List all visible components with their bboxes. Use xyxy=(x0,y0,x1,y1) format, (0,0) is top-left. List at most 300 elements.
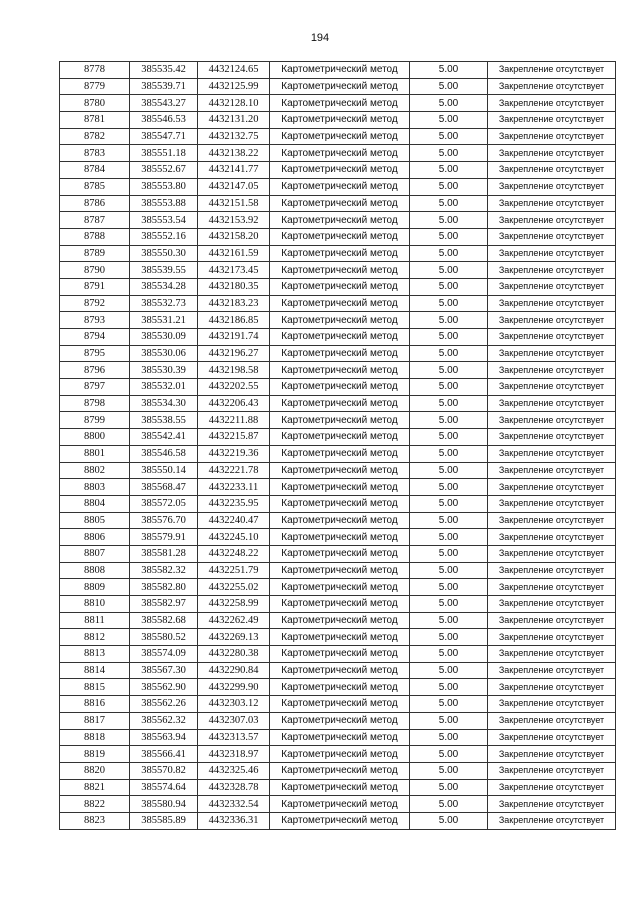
accuracy-cell: 5.00 xyxy=(410,212,488,229)
table-row xyxy=(60,212,616,229)
y-coordinate-cell: 4432318.97 xyxy=(198,746,270,763)
method-cell: Картометрический метод xyxy=(270,362,410,379)
y-coordinate-cell: 4432299.90 xyxy=(198,679,270,696)
fixing-cell: Закрепление отсутствует xyxy=(488,345,616,362)
method-cell: Картометрический метод xyxy=(270,562,410,579)
point-number-cell: 8804 xyxy=(60,495,130,512)
fixing-cell: Закрепление отсутствует xyxy=(488,95,616,112)
point-number-cell: 8821 xyxy=(60,779,130,796)
point-number-cell: 8785 xyxy=(60,178,130,195)
fixing-cell: Закрепление отсутствует xyxy=(488,312,616,329)
table-row xyxy=(60,329,616,346)
y-coordinate-cell: 4432290.84 xyxy=(198,662,270,679)
table-row xyxy=(60,195,616,212)
y-coordinate-cell: 4432235.95 xyxy=(198,495,270,512)
accuracy-cell: 5.00 xyxy=(410,729,488,746)
accuracy-cell: 5.00 xyxy=(410,629,488,646)
fixing-cell: Закрепление отсутствует xyxy=(488,579,616,596)
y-coordinate-cell: 4432255.02 xyxy=(198,579,270,596)
y-coordinate-cell: 4432269.13 xyxy=(198,629,270,646)
x-coordinate-cell: 385566.41 xyxy=(130,746,198,763)
fixing-cell: Закрепление отсутствует xyxy=(488,495,616,512)
method-cell: Картометрический метод xyxy=(270,412,410,429)
accuracy-cell: 5.00 xyxy=(410,562,488,579)
x-coordinate-cell: 385552.67 xyxy=(130,162,198,179)
table-row xyxy=(60,796,616,813)
method-cell: Картометрический метод xyxy=(270,262,410,279)
method-cell: Картометрический метод xyxy=(270,579,410,596)
fixing-cell: Закрепление отсутствует xyxy=(488,746,616,763)
fixing-cell: Закрепление отсутствует xyxy=(488,412,616,429)
point-number-cell: 8810 xyxy=(60,596,130,613)
method-cell: Картометрический метод xyxy=(270,529,410,546)
table-row xyxy=(60,479,616,496)
point-number-cell: 8798 xyxy=(60,395,130,412)
point-number-cell: 8784 xyxy=(60,162,130,179)
x-coordinate-cell: 385582.68 xyxy=(130,612,198,629)
method-cell: Картометрический метод xyxy=(270,228,410,245)
point-number-cell: 8789 xyxy=(60,245,130,262)
y-coordinate-cell: 4432124.65 xyxy=(198,62,270,79)
point-number-cell: 8796 xyxy=(60,362,130,379)
x-coordinate-cell: 385553.80 xyxy=(130,178,198,195)
accuracy-cell: 5.00 xyxy=(410,62,488,79)
accuracy-cell: 5.00 xyxy=(410,395,488,412)
table-row xyxy=(60,395,616,412)
y-coordinate-cell: 4432196.27 xyxy=(198,345,270,362)
table-row xyxy=(60,362,616,379)
x-coordinate-cell: 385568.47 xyxy=(130,479,198,496)
fixing-cell: Закрепление отсутствует xyxy=(488,278,616,295)
point-number-cell: 8818 xyxy=(60,729,130,746)
table-row xyxy=(60,345,616,362)
method-cell: Картометрический метод xyxy=(270,95,410,112)
point-number-cell: 8779 xyxy=(60,78,130,95)
y-coordinate-cell: 4432336.31 xyxy=(198,812,270,829)
y-coordinate-cell: 4432332.54 xyxy=(198,796,270,813)
point-number-cell: 8808 xyxy=(60,562,130,579)
y-coordinate-cell: 4432138.22 xyxy=(198,145,270,162)
accuracy-cell: 5.00 xyxy=(410,412,488,429)
point-number-cell: 8788 xyxy=(60,228,130,245)
point-number-cell: 8791 xyxy=(60,278,130,295)
table-row xyxy=(60,512,616,529)
method-cell: Картометрический метод xyxy=(270,629,410,646)
fixing-cell: Закрепление отсутствует xyxy=(488,662,616,679)
fixing-cell: Закрепление отсутствует xyxy=(488,395,616,412)
fixing-cell: Закрепление отсутствует xyxy=(488,329,616,346)
method-cell: Картометрический метод xyxy=(270,112,410,129)
point-number-cell: 8820 xyxy=(60,762,130,779)
y-coordinate-cell: 4432313.57 xyxy=(198,729,270,746)
table-row xyxy=(60,245,616,262)
y-coordinate-cell: 4432221.78 xyxy=(198,462,270,479)
method-cell: Картометрический метод xyxy=(270,212,410,229)
table-row xyxy=(60,295,616,312)
table-row xyxy=(60,579,616,596)
accuracy-cell: 5.00 xyxy=(410,228,488,245)
accuracy-cell: 5.00 xyxy=(410,529,488,546)
point-number-cell: 8800 xyxy=(60,429,130,446)
y-coordinate-cell: 4432262.49 xyxy=(198,612,270,629)
accuracy-cell: 5.00 xyxy=(410,295,488,312)
point-number-cell: 8817 xyxy=(60,712,130,729)
accuracy-cell: 5.00 xyxy=(410,596,488,613)
y-coordinate-cell: 4432180.35 xyxy=(198,278,270,295)
fixing-cell: Закрепление отсутствует xyxy=(488,796,616,813)
point-number-cell: 8797 xyxy=(60,379,130,396)
method-cell: Картометрический метод xyxy=(270,195,410,212)
y-coordinate-cell: 4432151.58 xyxy=(198,195,270,212)
x-coordinate-cell: 385534.28 xyxy=(130,278,198,295)
page-number: 194 xyxy=(310,32,330,44)
y-coordinate-cell: 4432158.20 xyxy=(198,228,270,245)
fixing-cell: Закрепление отсутствует xyxy=(488,245,616,262)
accuracy-cell: 5.00 xyxy=(410,579,488,596)
y-coordinate-cell: 4432219.36 xyxy=(198,445,270,462)
y-coordinate-cell: 4432325.46 xyxy=(198,762,270,779)
fixing-cell: Закрепление отсутствует xyxy=(488,178,616,195)
accuracy-cell: 5.00 xyxy=(410,178,488,195)
accuracy-cell: 5.00 xyxy=(410,679,488,696)
method-cell: Картометрический метод xyxy=(270,245,410,262)
y-coordinate-cell: 4432198.58 xyxy=(198,362,270,379)
x-coordinate-cell: 385530.09 xyxy=(130,329,198,346)
x-coordinate-cell: 385570.82 xyxy=(130,762,198,779)
x-coordinate-cell: 385562.26 xyxy=(130,696,198,713)
method-cell: Картометрический метод xyxy=(270,796,410,813)
y-coordinate-cell: 4432173.45 xyxy=(198,262,270,279)
accuracy-cell: 5.00 xyxy=(410,379,488,396)
table-row xyxy=(60,312,616,329)
y-coordinate-cell: 4432161.59 xyxy=(198,245,270,262)
method-cell: Картометрический метод xyxy=(270,379,410,396)
fixing-cell: Закрепление отсутствует xyxy=(488,596,616,613)
y-coordinate-cell: 4432183.23 xyxy=(198,295,270,312)
x-coordinate-cell: 385550.14 xyxy=(130,462,198,479)
table-row xyxy=(60,95,616,112)
table-row xyxy=(60,545,616,562)
y-coordinate-cell: 4432131.20 xyxy=(198,112,270,129)
x-coordinate-cell: 385542.41 xyxy=(130,429,198,446)
method-cell: Картометрический метод xyxy=(270,729,410,746)
table-row xyxy=(60,629,616,646)
table-row xyxy=(60,412,616,429)
method-cell: Картометрический метод xyxy=(270,78,410,95)
x-coordinate-cell: 385563.94 xyxy=(130,729,198,746)
accuracy-cell: 5.00 xyxy=(410,445,488,462)
fixing-cell: Закрепление отсутствует xyxy=(488,612,616,629)
method-cell: Картометрический метод xyxy=(270,312,410,329)
accuracy-cell: 5.00 xyxy=(410,78,488,95)
x-coordinate-cell: 385532.01 xyxy=(130,379,198,396)
point-number-cell: 8816 xyxy=(60,696,130,713)
table-row xyxy=(60,762,616,779)
x-coordinate-cell: 385546.53 xyxy=(130,112,198,129)
x-coordinate-cell: 385574.64 xyxy=(130,779,198,796)
fixing-cell: Закрепление отсутствует xyxy=(488,78,616,95)
fixing-cell: Закрепление отсутствует xyxy=(488,362,616,379)
y-coordinate-cell: 4432132.75 xyxy=(198,128,270,145)
fixing-cell: Закрепление отсутствует xyxy=(488,145,616,162)
table-row xyxy=(60,529,616,546)
accuracy-cell: 5.00 xyxy=(410,495,488,512)
fixing-cell: Закрепление отсутствует xyxy=(488,562,616,579)
point-number-cell: 8790 xyxy=(60,262,130,279)
point-number-cell: 8806 xyxy=(60,529,130,546)
y-coordinate-cell: 4432206.43 xyxy=(198,395,270,412)
x-coordinate-cell: 385552.16 xyxy=(130,228,198,245)
accuracy-cell: 5.00 xyxy=(410,545,488,562)
accuracy-cell: 5.00 xyxy=(410,145,488,162)
x-coordinate-cell: 385582.32 xyxy=(130,562,198,579)
x-coordinate-cell: 385553.88 xyxy=(130,195,198,212)
method-cell: Картометрический метод xyxy=(270,62,410,79)
point-number-cell: 8822 xyxy=(60,796,130,813)
point-number-cell: 8780 xyxy=(60,95,130,112)
x-coordinate-cell: 385581.28 xyxy=(130,545,198,562)
x-coordinate-cell: 385550.30 xyxy=(130,245,198,262)
point-number-cell: 8815 xyxy=(60,679,130,696)
accuracy-cell: 5.00 xyxy=(410,195,488,212)
table-row xyxy=(60,562,616,579)
method-cell: Картометрический метод xyxy=(270,812,410,829)
table-row xyxy=(60,178,616,195)
x-coordinate-cell: 385567.30 xyxy=(130,662,198,679)
x-coordinate-cell: 385534.30 xyxy=(130,395,198,412)
x-coordinate-cell: 385530.06 xyxy=(130,345,198,362)
fixing-cell: Закрепление отсутствует xyxy=(488,479,616,496)
method-cell: Картометрический метод xyxy=(270,746,410,763)
accuracy-cell: 5.00 xyxy=(410,762,488,779)
method-cell: Картометрический метод xyxy=(270,679,410,696)
x-coordinate-cell: 385580.94 xyxy=(130,796,198,813)
fixing-cell: Закрепление отсутствует xyxy=(488,646,616,663)
point-number-cell: 8813 xyxy=(60,646,130,663)
fixing-cell: Закрепление отсутствует xyxy=(488,128,616,145)
x-coordinate-cell: 385562.32 xyxy=(130,712,198,729)
fixing-cell: Закрепление отсутствует xyxy=(488,445,616,462)
method-cell: Картометрический метод xyxy=(270,345,410,362)
point-number-cell: 8823 xyxy=(60,812,130,829)
accuracy-cell: 5.00 xyxy=(410,345,488,362)
x-coordinate-cell: 385579.91 xyxy=(130,529,198,546)
method-cell: Картометрический метод xyxy=(270,662,410,679)
point-number-cell: 8811 xyxy=(60,612,130,629)
y-coordinate-cell: 4432215.87 xyxy=(198,429,270,446)
accuracy-cell: 5.00 xyxy=(410,662,488,679)
y-coordinate-cell: 4432245.10 xyxy=(198,529,270,546)
y-coordinate-cell: 4432211.88 xyxy=(198,412,270,429)
point-number-cell: 8793 xyxy=(60,312,130,329)
point-number-cell: 8801 xyxy=(60,445,130,462)
y-coordinate-cell: 4432280.38 xyxy=(198,646,270,663)
point-number-cell: 8795 xyxy=(60,345,130,362)
method-cell: Картометрический метод xyxy=(270,445,410,462)
accuracy-cell: 5.00 xyxy=(410,512,488,529)
x-coordinate-cell: 385532.73 xyxy=(130,295,198,312)
y-coordinate-cell: 4432233.11 xyxy=(198,479,270,496)
accuracy-cell: 5.00 xyxy=(410,712,488,729)
method-cell: Картометрический метод xyxy=(270,545,410,562)
fixing-cell: Закрепление отсутствует xyxy=(488,729,616,746)
table-row xyxy=(60,779,616,796)
method-cell: Картометрический метод xyxy=(270,178,410,195)
table-row xyxy=(60,495,616,512)
table-row xyxy=(60,596,616,613)
y-coordinate-cell: 4432240.47 xyxy=(198,512,270,529)
x-coordinate-cell: 385585.89 xyxy=(130,812,198,829)
method-cell: Картометрический метод xyxy=(270,646,410,663)
x-coordinate-cell: 385546.58 xyxy=(130,445,198,462)
point-number-cell: 8802 xyxy=(60,462,130,479)
point-number-cell: 8819 xyxy=(60,746,130,763)
accuracy-cell: 5.00 xyxy=(410,479,488,496)
y-coordinate-cell: 4432153.92 xyxy=(198,212,270,229)
fixing-cell: Закрепление отсутствует xyxy=(488,779,616,796)
accuracy-cell: 5.00 xyxy=(410,746,488,763)
fixing-cell: Закрепление отсутствует xyxy=(488,112,616,129)
y-coordinate-cell: 4432141.77 xyxy=(198,162,270,179)
fixing-cell: Закрепление отсутствует xyxy=(488,295,616,312)
fixing-cell: Закрепление отсутствует xyxy=(488,545,616,562)
point-number-cell: 8787 xyxy=(60,212,130,229)
method-cell: Картометрический метод xyxy=(270,596,410,613)
accuracy-cell: 5.00 xyxy=(410,796,488,813)
point-number-cell: 8799 xyxy=(60,412,130,429)
x-coordinate-cell: 385572.05 xyxy=(130,495,198,512)
table-row xyxy=(60,78,616,95)
point-number-cell: 8786 xyxy=(60,195,130,212)
accuracy-cell: 5.00 xyxy=(410,128,488,145)
x-coordinate-cell: 385551.18 xyxy=(130,145,198,162)
method-cell: Картометрический метод xyxy=(270,512,410,529)
table-row xyxy=(60,278,616,295)
fixing-cell: Закрепление отсутствует xyxy=(488,629,616,646)
point-number-cell: 8814 xyxy=(60,662,130,679)
point-number-cell: 8792 xyxy=(60,295,130,312)
fixing-cell: Закрепление отсутствует xyxy=(488,62,616,79)
fixing-cell: Закрепление отсутствует xyxy=(488,512,616,529)
y-coordinate-cell: 4432125.99 xyxy=(198,78,270,95)
fixing-cell: Закрепление отсутствует xyxy=(488,429,616,446)
point-number-cell: 8809 xyxy=(60,579,130,596)
y-coordinate-cell: 4432328.78 xyxy=(198,779,270,796)
method-cell: Картометрический метод xyxy=(270,762,410,779)
table-row xyxy=(60,429,616,446)
accuracy-cell: 5.00 xyxy=(410,779,488,796)
point-number-cell: 8812 xyxy=(60,629,130,646)
fixing-cell: Закрепление отсутствует xyxy=(488,696,616,713)
method-cell: Картометрический метод xyxy=(270,145,410,162)
fixing-cell: Закрепление отсутствует xyxy=(488,529,616,546)
fixing-cell: Закрепление отсутствует xyxy=(488,812,616,829)
method-cell: Картометрический метод xyxy=(270,162,410,179)
method-cell: Картометрический метод xyxy=(270,429,410,446)
method-cell: Картометрический метод xyxy=(270,329,410,346)
x-coordinate-cell: 385553.54 xyxy=(130,212,198,229)
fixing-cell: Закрепление отсутствует xyxy=(488,228,616,245)
accuracy-cell: 5.00 xyxy=(410,262,488,279)
table-row xyxy=(60,262,616,279)
table-row xyxy=(60,145,616,162)
fixing-cell: Закрепление отсутствует xyxy=(488,762,616,779)
table-row xyxy=(60,729,616,746)
table-row xyxy=(60,812,616,829)
table-row xyxy=(60,679,616,696)
fixing-cell: Закрепление отсутствует xyxy=(488,379,616,396)
table-row xyxy=(60,646,616,663)
coordinates-table xyxy=(59,61,616,830)
point-number-cell: 8807 xyxy=(60,545,130,562)
x-coordinate-cell: 385574.09 xyxy=(130,646,198,663)
y-coordinate-cell: 4432303.12 xyxy=(198,696,270,713)
fixing-cell: Закрепление отсутствует xyxy=(488,262,616,279)
x-coordinate-cell: 385582.80 xyxy=(130,579,198,596)
table-row xyxy=(60,662,616,679)
method-cell: Картометрический метод xyxy=(270,779,410,796)
table-row xyxy=(60,162,616,179)
accuracy-cell: 5.00 xyxy=(410,362,488,379)
x-coordinate-cell: 385582.97 xyxy=(130,596,198,613)
x-coordinate-cell: 385535.42 xyxy=(130,62,198,79)
x-coordinate-cell: 385538.55 xyxy=(130,412,198,429)
x-coordinate-cell: 385530.39 xyxy=(130,362,198,379)
table-row xyxy=(60,128,616,145)
point-number-cell: 8783 xyxy=(60,145,130,162)
accuracy-cell: 5.00 xyxy=(410,646,488,663)
y-coordinate-cell: 4432307.03 xyxy=(198,712,270,729)
x-coordinate-cell: 385562.90 xyxy=(130,679,198,696)
method-cell: Картометрический метод xyxy=(270,612,410,629)
table-row xyxy=(60,112,616,129)
accuracy-cell: 5.00 xyxy=(410,278,488,295)
fixing-cell: Закрепление отсутствует xyxy=(488,212,616,229)
accuracy-cell: 5.00 xyxy=(410,462,488,479)
y-coordinate-cell: 4432258.99 xyxy=(198,596,270,613)
method-cell: Картометрический метод xyxy=(270,462,410,479)
y-coordinate-cell: 4432128.10 xyxy=(198,95,270,112)
method-cell: Картометрический метод xyxy=(270,278,410,295)
fixing-cell: Закрепление отсутствует xyxy=(488,462,616,479)
method-cell: Картометрический метод xyxy=(270,295,410,312)
accuracy-cell: 5.00 xyxy=(410,95,488,112)
table-body xyxy=(60,62,616,830)
accuracy-cell: 5.00 xyxy=(410,329,488,346)
x-coordinate-cell: 385531.21 xyxy=(130,312,198,329)
accuracy-cell: 5.00 xyxy=(410,696,488,713)
accuracy-cell: 5.00 xyxy=(410,812,488,829)
method-cell: Картометрический метод xyxy=(270,495,410,512)
fixing-cell: Закрепление отсутствует xyxy=(488,195,616,212)
x-coordinate-cell: 385547.71 xyxy=(130,128,198,145)
x-coordinate-cell: 385576.70 xyxy=(130,512,198,529)
table-row xyxy=(60,445,616,462)
accuracy-cell: 5.00 xyxy=(410,112,488,129)
y-coordinate-cell: 4432248.22 xyxy=(198,545,270,562)
y-coordinate-cell: 4432147.05 xyxy=(198,178,270,195)
method-cell: Картометрический метод xyxy=(270,395,410,412)
table-row xyxy=(60,696,616,713)
y-coordinate-cell: 4432186.85 xyxy=(198,312,270,329)
accuracy-cell: 5.00 xyxy=(410,162,488,179)
fixing-cell: Закрепление отсутствует xyxy=(488,712,616,729)
table-row xyxy=(60,62,616,79)
point-number-cell: 8778 xyxy=(60,62,130,79)
y-coordinate-cell: 4432251.79 xyxy=(198,562,270,579)
accuracy-cell: 5.00 xyxy=(410,245,488,262)
x-coordinate-cell: 385580.52 xyxy=(130,629,198,646)
